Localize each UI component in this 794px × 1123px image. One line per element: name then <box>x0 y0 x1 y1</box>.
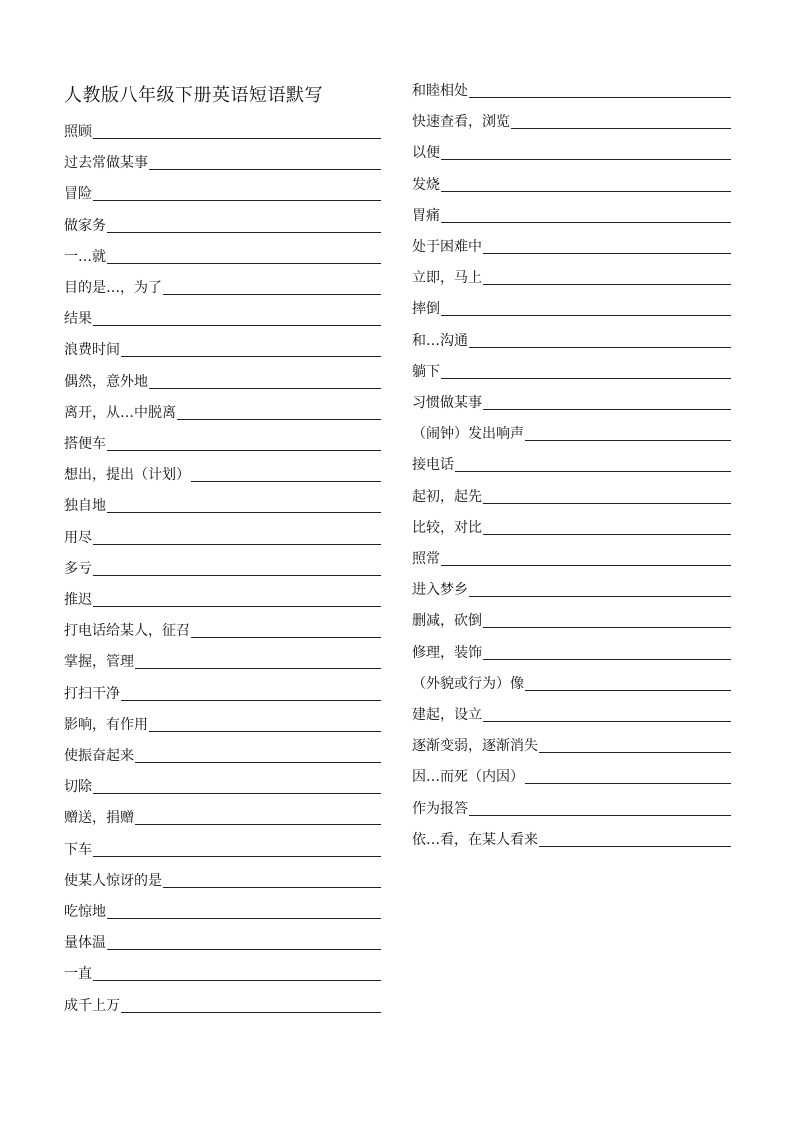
phrase-label: 打电话给某人，征召 <box>64 623 190 639</box>
phrase-row <box>412 674 731 694</box>
answer-blank-line[interactable] <box>525 690 731 691</box>
phrase-row <box>412 518 731 538</box>
phrase-label: 胃痛 <box>412 208 440 224</box>
phrase-label: 摔倒 <box>412 301 440 317</box>
answer-blank-line[interactable] <box>539 846 731 847</box>
phrase-row <box>64 153 381 173</box>
phrase-row <box>64 496 381 516</box>
phrase-row <box>412 643 731 663</box>
phrase-row <box>64 278 381 298</box>
answer-blank-line[interactable] <box>107 450 381 451</box>
answer-blank-line[interactable] <box>93 544 381 545</box>
answer-blank-line[interactable] <box>483 721 731 722</box>
phrase-label: 下车 <box>64 842 92 858</box>
phrase-row <box>412 487 731 507</box>
answer-blank-line[interactable] <box>191 637 381 638</box>
answer-blank-line[interactable] <box>93 980 381 981</box>
phrase-label: 一直 <box>64 966 92 982</box>
answer-blank-line[interactable] <box>177 419 381 420</box>
phrase-label: 多亏 <box>64 561 92 577</box>
answer-blank-line[interactable] <box>149 388 381 389</box>
answer-blank-line[interactable] <box>469 596 731 597</box>
phrase-row <box>412 237 731 257</box>
phrase-row <box>64 964 381 984</box>
answer-blank-line[interactable] <box>135 824 381 825</box>
answer-blank-line[interactable] <box>107 232 381 233</box>
answer-blank-line[interactable] <box>149 169 381 170</box>
phrase-label: 离开，从…中脱离 <box>64 405 176 421</box>
answer-blank-line[interactable] <box>469 815 731 816</box>
phrase-label: 比较，对比 <box>412 520 482 536</box>
phrase-label: 目的是…，为了 <box>64 280 162 296</box>
phrase-row <box>412 175 731 195</box>
phrase-label: 接电话 <box>412 457 454 473</box>
phrase-row <box>64 902 381 922</box>
answer-blank-line[interactable] <box>483 253 731 254</box>
phrase-row <box>64 340 381 360</box>
phrase-row <box>64 684 381 704</box>
answer-blank-line[interactable] <box>483 409 731 410</box>
answer-blank-line[interactable] <box>93 325 381 326</box>
phrase-label: 立即，马上 <box>412 270 482 286</box>
phrase-label: 习惯做某事 <box>412 395 482 411</box>
phrase-row <box>412 143 731 163</box>
phrase-row <box>412 549 731 569</box>
answer-blank-line[interactable] <box>107 512 381 513</box>
phrase-row <box>64 434 381 454</box>
answer-blank-line[interactable] <box>511 128 731 129</box>
answer-blank-line[interactable] <box>135 668 381 669</box>
phrase-label: 成千上万 <box>64 998 120 1014</box>
phrase-row <box>64 247 381 267</box>
phrase-row <box>412 830 731 850</box>
answer-blank-line[interactable] <box>93 606 381 607</box>
phrase-row <box>412 81 731 101</box>
phrase-label: 以便 <box>412 145 440 161</box>
answer-blank-line[interactable] <box>121 356 381 357</box>
phrase-label: （外貌或行为）像 <box>412 676 524 692</box>
answer-blank-line[interactable] <box>163 887 381 888</box>
answer-blank-line[interactable] <box>107 949 381 950</box>
answer-blank-line[interactable] <box>107 918 381 919</box>
phrase-row <box>64 528 381 548</box>
answer-blank-line[interactable] <box>121 1012 381 1013</box>
phrase-row <box>64 216 381 236</box>
phrase-label: 躺下 <box>412 364 440 380</box>
phrase-row <box>64 871 381 891</box>
phrase-row <box>64 621 381 641</box>
answer-blank-line[interactable] <box>93 575 381 576</box>
answer-blank-line[interactable] <box>539 752 731 753</box>
phrase-row <box>64 777 381 797</box>
phrase-label: 独自地 <box>64 498 106 514</box>
phrase-label: 使振奋起来 <box>64 748 134 764</box>
answer-blank-line[interactable] <box>469 97 731 98</box>
phrase-label: 赠送，捐赠 <box>64 810 134 826</box>
phrase-label: 偶然，意外地 <box>64 374 148 390</box>
phrase-label: 推迟 <box>64 592 92 608</box>
phrase-row <box>64 840 381 860</box>
phrase-row <box>64 933 381 953</box>
answer-blank-line[interactable] <box>93 138 381 139</box>
answer-blank-line[interactable] <box>441 565 731 566</box>
phrase-label: （闹钟）发出响声 <box>412 426 524 442</box>
phrase-label: 切除 <box>64 779 92 795</box>
phrase-row <box>412 206 731 226</box>
answer-blank-line[interactable] <box>121 700 381 701</box>
phrase-row <box>412 736 731 756</box>
phrase-row <box>64 184 381 204</box>
answer-blank-line[interactable] <box>483 503 731 504</box>
answer-blank-line[interactable] <box>441 191 731 192</box>
answer-blank-line[interactable] <box>469 347 731 348</box>
answer-blank-line[interactable] <box>135 762 381 763</box>
phrase-row <box>64 403 381 423</box>
phrase-label: 起初，起先 <box>412 489 482 505</box>
answer-blank-line[interactable] <box>483 627 731 628</box>
phrase-label: 逐渐变弱，逐渐消失 <box>412 738 538 754</box>
answer-blank-line[interactable] <box>441 378 731 379</box>
phrase-label: 结果 <box>64 311 92 327</box>
phrase-label: 吃惊地 <box>64 904 106 920</box>
phrase-label: 用尽 <box>64 530 92 546</box>
phrase-row <box>412 112 731 132</box>
answer-blank-line[interactable] <box>191 481 381 482</box>
phrase-label: 依…看，在某人看来 <box>412 832 538 848</box>
answer-blank-line[interactable] <box>107 263 381 264</box>
answer-blank-line[interactable] <box>441 159 731 160</box>
phrase-row <box>64 652 381 672</box>
phrase-label: 因…而死（内因） <box>412 769 524 785</box>
answer-blank-line[interactable] <box>455 471 731 472</box>
phrase-label: 照顾 <box>64 124 92 140</box>
phrase-label: 量体温 <box>64 935 106 951</box>
answer-blank-line[interactable] <box>525 783 731 784</box>
phrase-row <box>412 799 731 819</box>
phrase-row <box>64 559 381 579</box>
phrase-label: 过去常做某事 <box>64 155 148 171</box>
answer-blank-line[interactable] <box>441 222 731 223</box>
phrase-row <box>412 393 731 413</box>
phrase-row <box>64 372 381 392</box>
answer-blank-line[interactable] <box>149 731 381 732</box>
phrase-row <box>64 746 381 766</box>
phrase-label: 冒险 <box>64 186 92 202</box>
answer-blank-line[interactable] <box>483 659 731 660</box>
answer-blank-line[interactable] <box>525 440 731 441</box>
phrase-row <box>412 362 731 382</box>
phrase-label: 一…就 <box>64 249 106 265</box>
phrase-row <box>64 122 381 142</box>
phrase-row <box>412 268 731 288</box>
phrase-row <box>412 424 731 444</box>
phrase-row <box>64 590 381 610</box>
phrase-label: 和…沟通 <box>412 333 468 349</box>
answer-blank-line[interactable] <box>93 856 381 857</box>
phrase-label: 作为报答 <box>412 801 468 817</box>
answer-blank-line[interactable] <box>163 294 381 295</box>
phrase-label: 发烧 <box>412 177 440 193</box>
phrase-row <box>64 996 381 1016</box>
phrase-label: 想出，提出（计划） <box>64 467 190 483</box>
phrase-label: 快速查看，浏览 <box>412 114 510 130</box>
phrase-label: 建起，设立 <box>412 707 482 723</box>
phrase-row <box>412 331 731 351</box>
phrase-row <box>412 299 731 319</box>
worksheet-title: 人教版八年级下册英语短语默写 <box>64 85 323 106</box>
answer-blank-line[interactable] <box>483 284 731 285</box>
phrase-row <box>412 580 731 600</box>
phrase-label: 使某人惊讶的是 <box>64 873 162 889</box>
answer-blank-line[interactable] <box>483 534 731 535</box>
answer-blank-line[interactable] <box>441 315 731 316</box>
phrase-row <box>64 465 381 485</box>
phrase-label: 进入梦乡 <box>412 582 468 598</box>
phrase-row <box>412 611 731 631</box>
phrase-row <box>64 715 381 735</box>
phrase-label: 删减，砍倒 <box>412 613 482 629</box>
answer-blank-line[interactable] <box>93 200 381 201</box>
phrase-row <box>412 767 731 787</box>
phrase-row <box>64 808 381 828</box>
phrase-label: 照常 <box>412 551 440 567</box>
phrase-label: 掌握，管理 <box>64 654 134 670</box>
phrase-label: 影响，有作用 <box>64 717 148 733</box>
phrase-label: 打扫干净 <box>64 686 120 702</box>
phrase-label: 和睦相处 <box>412 83 468 99</box>
answer-blank-line[interactable] <box>93 793 381 794</box>
phrase-label: 处于困难中 <box>412 239 482 255</box>
phrase-row <box>412 705 731 725</box>
phrase-label: 修理，装饰 <box>412 645 482 661</box>
phrase-label: 浪费时间 <box>64 342 120 358</box>
phrase-row <box>412 455 731 475</box>
phrase-label: 搭便车 <box>64 436 106 452</box>
phrase-label: 做家务 <box>64 218 106 234</box>
phrase-row <box>64 309 381 329</box>
